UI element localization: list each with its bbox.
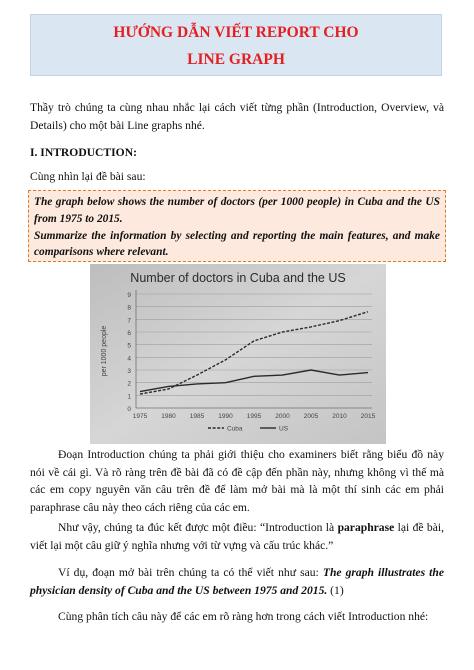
example-sentence: The graph illustrates the physician density of Cuba and the US between 1975 and 2015. xyxy=(30,566,444,597)
y-tick-label: 5 xyxy=(127,342,131,350)
legend-label-us: US xyxy=(279,425,289,433)
y-tick-label: 8 xyxy=(127,304,131,312)
y-tick-label: 1 xyxy=(127,393,131,401)
paragraph-example xyxy=(30,564,444,599)
example-text-after: (1) xyxy=(327,583,344,597)
conclusion-text-before: Như vậy, chúng ta đúc kết được một điều: “Introduction là xyxy=(58,521,338,534)
y-tick-label: 3 xyxy=(127,368,131,375)
conclusion-keyword: paraphrase xyxy=(337,521,395,534)
title-line-1: HƯỚNG DẪN VIẾT REPORT CHO xyxy=(113,24,359,41)
section-heading: I. INTRODUCTION: xyxy=(30,146,137,159)
y-axis-label: per 1000 people xyxy=(101,325,108,377)
y-tick-label: 0 xyxy=(127,406,131,413)
x-tick-label: 1995 xyxy=(246,413,262,420)
legend-label-cuba: Cuba xyxy=(227,425,243,433)
y-tick-label: 7 xyxy=(127,317,131,325)
x-tick-label: 1980 xyxy=(161,413,176,420)
title-line-2: LINE GRAPH xyxy=(187,51,285,68)
x-tick-label: 2015 xyxy=(360,413,376,420)
x-tick-label: 2000 xyxy=(275,413,290,420)
paragraph-conclusion xyxy=(30,519,444,554)
task-prompt-box xyxy=(28,190,446,262)
x-tick-label: 2010 xyxy=(332,413,347,420)
paragraph-introduction-explanation: Đoạn Introduction chúng ta phải giới thiệu cho examiners biết rằng biểu đồ này nói về cái gì. Và rõ ràng trên đề bài đã có đề cập đến phần này, nhưng không vì thế mà các em copy nguyên văn câu trên đề để làm mở bài mà là một thí sinh các em phải paraphrase câu này theo cách riêng của các em. xyxy=(30,448,444,514)
x-tick-label: 1975 xyxy=(132,413,148,420)
chart-title: Number of doctors in Cuba and the US xyxy=(130,271,346,285)
line-chart xyxy=(90,264,386,444)
y-tick-label: 2 xyxy=(127,380,131,388)
y-tick-label: 9 xyxy=(127,292,131,299)
task-prompt-line-1: The graph below shows the number of doctors (per 1000 people) in Cuba and the US from 1975 to 2015. xyxy=(34,196,440,225)
recall-line: Cùng nhìn lại đề bài sau: xyxy=(30,170,146,183)
task-prompt-line-2: Summarize the information by selecting and reporting the main features, and make comparisons where relevant. xyxy=(34,229,440,259)
x-tick-label: 2005 xyxy=(303,413,319,420)
title-banner xyxy=(30,14,442,76)
paragraph-analysis: Cùng phân tích câu này để các em rõ ràng hơn trong cách viết Introduction nhé: xyxy=(58,610,429,623)
example-text-before: Ví dụ, đoạn mở bài trên chúng ta có thể viết như sau: xyxy=(58,566,323,579)
intro-paragraph: Thầy trò chúng ta cùng nhau nhắc lại cách viết từng phần (Introduction, Overview, và Details) cho một bài Line graphs nhé. xyxy=(30,101,444,132)
x-tick-label: 1985 xyxy=(189,413,205,420)
chart-photo xyxy=(90,264,386,444)
conclusion-text-after: lại đề bài, viết lại một câu giữ ý nghĩa nhưng với từ vựng và cấu trúc khác.” xyxy=(30,521,444,552)
y-tick-label: 6 xyxy=(127,330,131,337)
y-tick-label: 4 xyxy=(127,355,131,363)
x-tick-label: 1990 xyxy=(218,413,233,420)
